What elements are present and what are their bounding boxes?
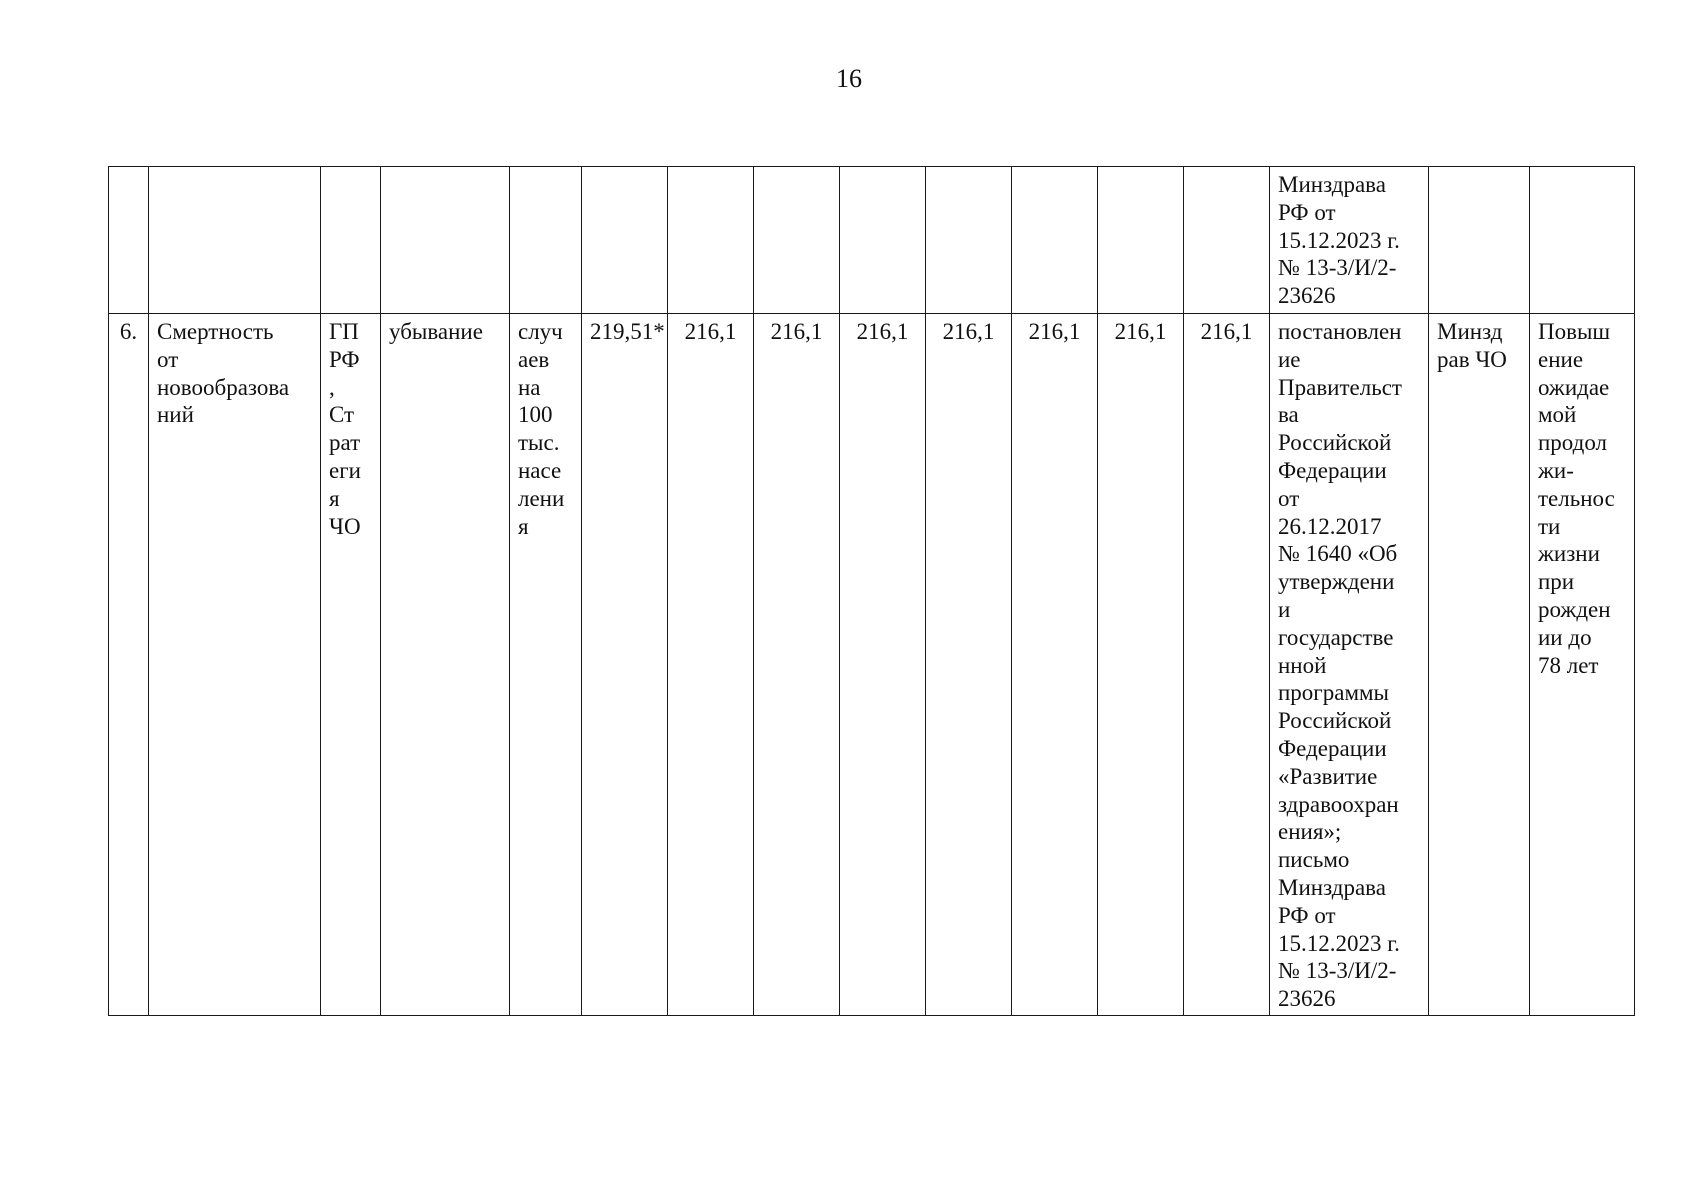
cell-year-value: 216,1 xyxy=(840,314,926,1016)
cell-document xyxy=(1270,314,1429,1016)
cell-year-value xyxy=(1098,167,1184,314)
indicators-table xyxy=(108,166,1635,1016)
cell-year-value xyxy=(754,167,840,314)
cell-year-value xyxy=(926,167,1012,314)
source-text: ГП РФ , Ст рат еги я ЧО xyxy=(329,319,361,539)
cell-year-value: 216,1 xyxy=(754,314,840,1016)
cell-number xyxy=(109,167,149,314)
cell-goal xyxy=(1530,167,1635,314)
goal-text: Повыш ение ожидае мой продол жи- тельнос ти жизни при рожден ии до 78 лет xyxy=(1538,319,1615,678)
indicator-name: Смертность от новообразова ний xyxy=(157,319,290,428)
cell-goal xyxy=(1530,314,1635,1016)
cell-responsible xyxy=(1429,314,1530,1016)
cell-unit xyxy=(510,314,582,1016)
cell-document xyxy=(1270,167,1429,314)
cell-year-value xyxy=(668,167,754,314)
cell-year-value: 216,1 xyxy=(668,314,754,1016)
table-row-indicator-6 xyxy=(109,314,1635,1016)
cell-direction xyxy=(381,167,510,314)
responsible-text: Минзд рав ЧО xyxy=(1437,319,1507,372)
cell-source xyxy=(321,167,381,314)
cell-indicator-name xyxy=(149,314,321,1016)
cell-responsible xyxy=(1429,167,1530,314)
page-number: 16 xyxy=(836,64,862,93)
cell-base-value xyxy=(582,167,668,314)
unit-text: случ аев на 100 тыс. насе лени я xyxy=(518,319,565,539)
cell-year-value: 216,1 xyxy=(1098,314,1184,1016)
cell-year-value: 216,1 xyxy=(1184,314,1270,1016)
cell-year-value xyxy=(1184,167,1270,314)
table-row-continuation xyxy=(109,167,1635,314)
cell-source xyxy=(321,314,381,1016)
document-text: Минздрава РФ от 15.12.2023 г. № 13-3/И/2- 23626 xyxy=(1278,172,1400,309)
cell-unit xyxy=(510,167,582,314)
cell-year-value: 216,1 xyxy=(926,314,1012,1016)
cell-year-value xyxy=(1012,167,1098,314)
cell-direction: убывание xyxy=(381,314,510,1016)
cell-year-value xyxy=(840,167,926,314)
cell-base-value: 219,51* xyxy=(582,314,668,1016)
document-text: постановлен ие Правительст ва Российской Федерации от 26.12.2017 № 1640 «Об утверждени и государстве нной программы Российской Федерации «Развитие здравоохран ения»; письмо Минздрава РФ от 15.12.2023 г. № 13-3/И/2- 23626 xyxy=(1278,319,1402,1012)
cell-year-value: 216,1 xyxy=(1012,314,1098,1016)
cell-number: 6. xyxy=(109,314,149,1016)
cell-indicator-name xyxy=(149,167,321,314)
